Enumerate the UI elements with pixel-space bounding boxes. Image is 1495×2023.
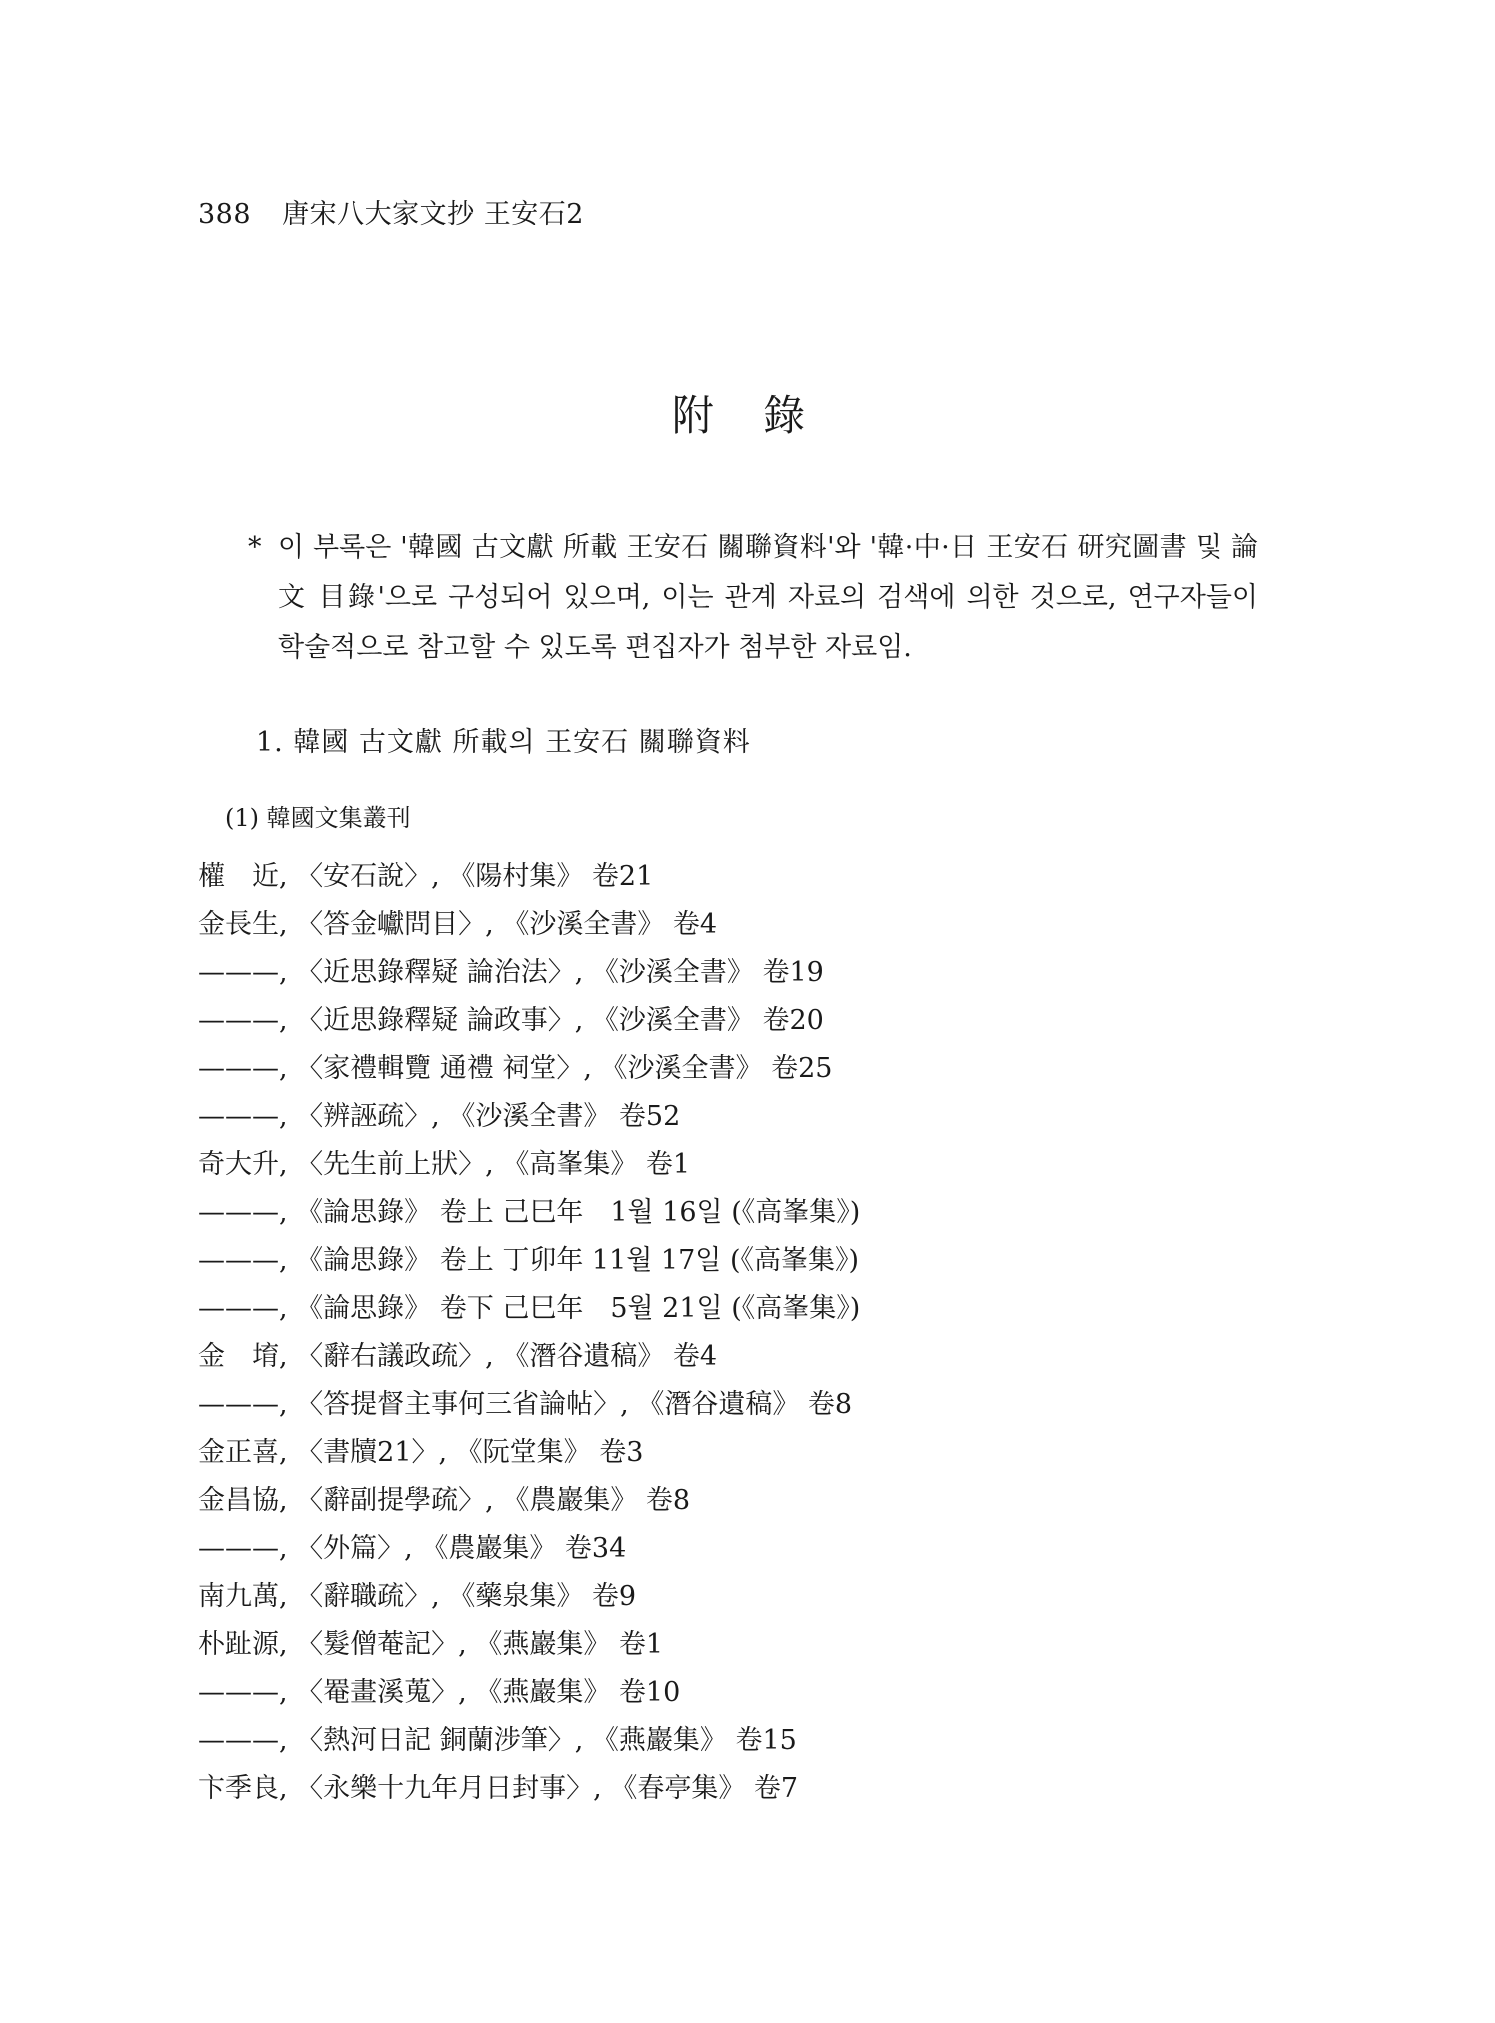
bibliography-entry: 金正喜, 〈書牘21〉, 《阮堂集》 卷3	[198, 1437, 644, 1468]
bibliography-entry: 金昌協, 〈辭副提學疏〉, 《農巖集》 卷8	[198, 1485, 691, 1516]
bibliography-entry: ———, 《論思錄》 卷上 己巳年 1월 16일 (《高峯集》)	[198, 1197, 861, 1228]
appendix-title: 附 錄	[671, 391, 824, 440]
bibliography-entry: 奇大升, 〈先生前上狀〉, 《高峯集》 卷1	[198, 1149, 691, 1180]
bibliography-entry: 金長生, 〈答金巘問目〉, 《沙溪全書》 卷4	[198, 909, 718, 940]
bibliography-entry: ———, 〈近思錄釋疑 論政事〉, 《沙溪全書》 卷20	[198, 1005, 824, 1036]
bibliography-entry: ———, 《論思錄》 卷上 丁卯年 11월 17일 (《高峯集》)	[198, 1245, 860, 1276]
bibliography-entry: ———, 〈熱河日記 銅蘭涉筆〉, 《燕巖集》 卷15	[198, 1725, 797, 1756]
appendix-note	[248, 523, 1258, 673]
note-asterisk: *	[248, 532, 262, 563]
bibliography-entry: ———, 《論思錄》 卷下 己巳年 5월 21일 (《高峯集》)	[198, 1293, 861, 1324]
bibliography-entry: 金 堉, 〈辭右議政疏〉, 《潛谷遺稿》 卷4	[198, 1341, 718, 1372]
subsection-heading: (1) 韓國文集叢刊	[225, 804, 411, 832]
bibliography-list	[198, 853, 860, 1813]
bibliography-entry: 朴趾源, 〈髮僧菴記〉, 《燕巖集》 卷1	[198, 1629, 664, 1660]
bibliography-entry: 南九萬, 〈辭職疏〉, 《藥泉集》 卷9	[198, 1581, 637, 1612]
bibliography-entry: ———, 〈外篇〉, 《農巖集》 卷34	[198, 1533, 627, 1564]
bibliography-entry: 卞季良, 〈永樂十九年月日封事〉, 《春亭集》 卷7	[198, 1773, 799, 1804]
bibliography-entry: ———, 〈答提督主事何三省論帖〉, 《潛谷遺稿》 卷8	[198, 1389, 853, 1420]
page-number: 388	[198, 199, 252, 230]
note-text: 이 부록은 '韓國 古文獻 所載 王安石 關聯資料'와 '韓·中·日 王安石 研究圖書 및 論文 目錄'으로 구성되어 있으며, 이는 관계 자료의 검색에 의한 것으로, 연구자들이 학술적으로 참고할 수 있도록 편집자가 첨부한 자료임.	[278, 532, 1258, 663]
bibliography-entry: ———, 〈辨誣疏〉, 《沙溪全書》 卷52	[198, 1101, 681, 1132]
bibliography-entry: ———, 〈罨畫溪蒐〉, 《燕巖集》 卷10	[198, 1677, 681, 1708]
bibliography-entry: ———, 〈近思錄釋疑 論治法〉, 《沙溪全書》 卷19	[198, 957, 824, 988]
bibliography-entry: 權 近, 〈安石說〉, 《陽村集》 卷21	[198, 861, 654, 892]
book-title: 唐宋八大家文抄 王安石2	[282, 199, 584, 230]
section-heading: 1. 韓國 古文獻 所載의 王安石 關聯資料	[256, 727, 751, 758]
running-header	[198, 192, 584, 231]
bibliography-entry: ———, 〈家禮輯覽 通禮 祠堂〉, 《沙溪全書》 卷25	[198, 1053, 833, 1084]
